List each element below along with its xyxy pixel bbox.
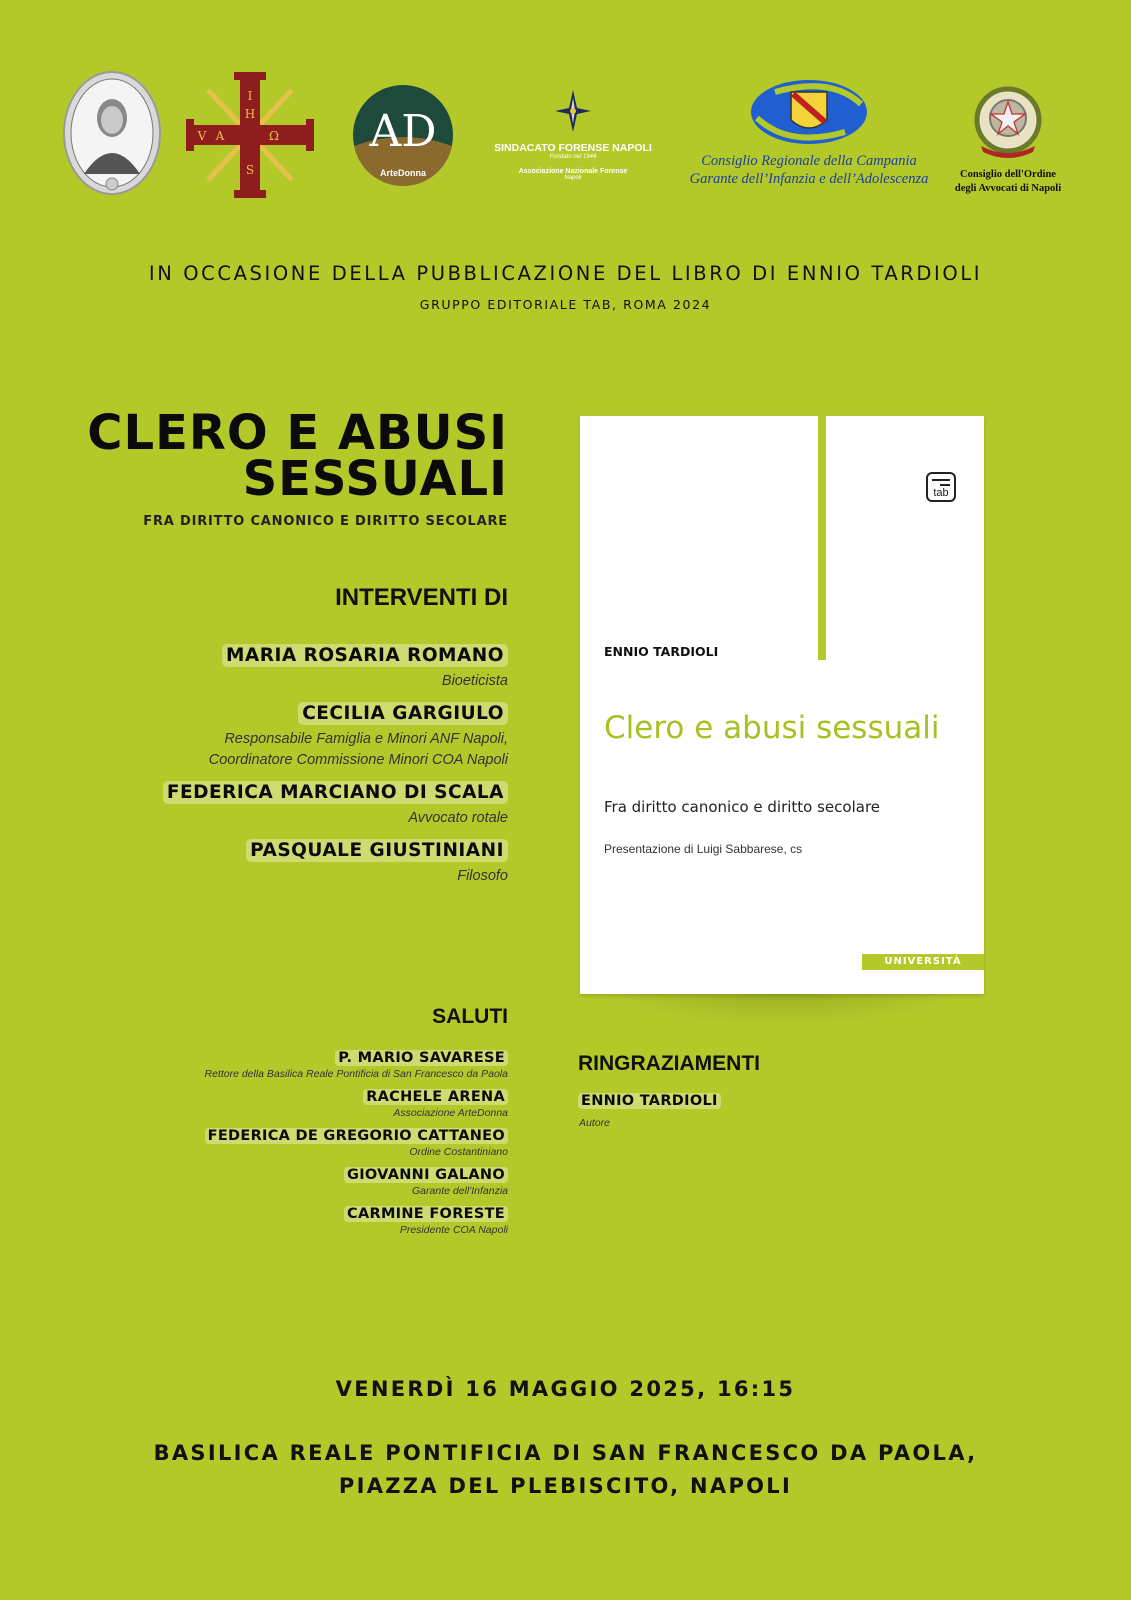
crc-line-2: Garante dell’Infanzia e dell’Adolescenza [689, 171, 929, 187]
artedonna-caption: ArteDonna [379, 168, 427, 178]
saluti-role: Ordine Costantiniano [409, 1146, 508, 1158]
sindacato-name: SINDACATO FORENSE NAPOLI [494, 142, 652, 154]
speaker-name: CECILIA GARGIULO [298, 702, 508, 725]
sindacato-forense-logo [492, 88, 654, 198]
tab-publisher-icon [926, 472, 956, 502]
ringraziamenti-name: ENNIO TARDIOLI [578, 1093, 721, 1109]
coa-line-2: degli Avvocati di Napoli [954, 183, 1062, 194]
publisher-line: GRUPPO EDITORIALE TAB, ROMA 2024 [419, 297, 712, 312]
saluti-role: Associazione ArteDonna [393, 1107, 508, 1119]
speaker-name: FEDERICA MARCIANO DI SCALA [163, 781, 508, 804]
book-series-badge: UNIVERSITÀ [862, 954, 984, 970]
saluti-name: FEDERICA DE GREGORIO CATTANEO [205, 1128, 508, 1144]
ringraziamenti-heading: RINGRAZIAMENTI [578, 1052, 760, 1075]
consiglio-regionale-logo [686, 78, 932, 198]
cross-letter-a: A [215, 129, 225, 143]
artedonna-logo [352, 84, 454, 186]
speaker-role: Bioeticista [441, 673, 508, 689]
book-title: Clero e abusi sessuali [604, 710, 940, 746]
saluti-role: Garante dell'Infanzia [412, 1185, 508, 1197]
book-cover-accent-bar [818, 416, 826, 660]
interventi-heading: INTERVENTI DI [335, 584, 508, 611]
speaker-name: MARIA ROSARIA ROMANO [222, 644, 508, 667]
sindacato-city: Napoli [564, 175, 582, 181]
saluti-list [148, 1047, 508, 1242]
tab-publisher-label: tab [933, 487, 949, 499]
saluti-item [148, 1086, 508, 1120]
cross-letter-h: H [244, 107, 256, 121]
saluti-item [148, 1125, 508, 1159]
campania-emblem-icon [749, 78, 869, 148]
book-subtitle: Fra diritto canonico e diritto secolare [604, 798, 881, 816]
saluti-item [148, 1164, 508, 1198]
crc-line-1: Consiglio Regionale della Campania [701, 153, 917, 169]
cross-letter-v: V [197, 129, 207, 143]
saluti-name: GIOVANNI GALANO [344, 1167, 508, 1183]
main-title-line-1: CLERO E ABUSI [87, 405, 508, 461]
saluti-role: Presidente COA Napoli [399, 1224, 508, 1236]
sindacato-association: Associazione Nazionale Forense [518, 168, 628, 175]
speaker-role: Responsabile Famiglia e Minori ANF Napoli, Coordinatore Commissione Minori COA Napoli [208, 731, 508, 768]
repubblica-emblem-icon [973, 82, 1043, 164]
saluti-name: RACHELE ARENA [363, 1089, 508, 1105]
main-subtitle: FRA DIRITTO CANONICO E DIRITTO SECOLARE [143, 514, 508, 529]
cross-letter-s: S [245, 163, 255, 177]
saluti-name: CARMINE FORESTE [344, 1206, 508, 1222]
event-date: VENERDÌ 16 MAGGIO 2025, 16:15 [335, 1377, 796, 1401]
sindacato-founded: Fondato nel 1944 [549, 154, 597, 160]
event-venue-line-1: BASILICA REALE PONTIFICIA DI SAN FRANCESCO DA PAOLA, [153, 1441, 978, 1465]
saluti-name: P. MARIO SAVARESE [335, 1050, 508, 1066]
book-cover [580, 416, 984, 994]
coa-napoli-logo [950, 82, 1066, 202]
saluti-item [148, 1047, 508, 1081]
saluti-heading: SALUTI [432, 1005, 508, 1028]
occasion-heading: IN OCCASIONE DELLA PUBBLICAZIONE DEL LIBRO DI ENNIO TARDIOLI [148, 262, 983, 285]
saluti-role: Rettore della Basilica Reale Pontificia di San Francesco da Paola [204, 1068, 508, 1080]
speaker-item [108, 702, 508, 771]
book-author: ENNIO TARDIOLI [604, 644, 719, 659]
ringraziamenti-role: Autore [579, 1117, 610, 1129]
main-title [87, 405, 508, 507]
book-presentation: Presentazione di Luigi Sabbarese, cs [604, 842, 803, 856]
main-title-line-2: SESSUALI [242, 451, 508, 507]
speaker-item [108, 839, 508, 887]
compass-star-icon [553, 88, 593, 134]
cross-letter-i: I [247, 89, 253, 103]
speaker-name: PASQUALE GIUSTINIANI [246, 839, 508, 862]
cross-letter-omega: Ω [269, 129, 279, 143]
event-venue-line-2: PIAZZA DEL PLEBISCITO, NAPOLI [338, 1474, 793, 1498]
speaker-role: Filosofo [457, 868, 508, 884]
artedonna-monogram: AD [369, 106, 437, 157]
speaker-role: Avvocato rotale [408, 810, 508, 826]
speakers-list [108, 644, 508, 897]
speaker-item [108, 644, 508, 692]
portrait-medallion-logo [62, 70, 162, 196]
saluti-item [148, 1203, 508, 1237]
speaker-item [108, 781, 508, 829]
event-venue [0, 1437, 1131, 1503]
constantinian-cross-logo [186, 72, 314, 198]
coa-line-1: Consiglio dell'Ordine [960, 169, 1056, 180]
